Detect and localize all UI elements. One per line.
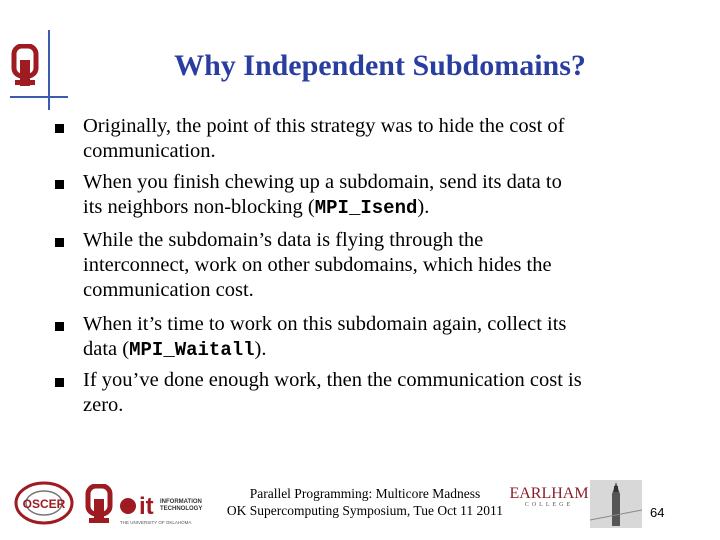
svg-text:TECHNOLOGY: TECHNOLOGY: [160, 506, 203, 512]
code-span: MPI_Waitall: [129, 339, 255, 361]
text-span: ).: [254, 338, 267, 360]
footer-event: OK Supercomputing Symposium, Tue Oct 11 2011: [226, 503, 504, 518]
bullet-marker: [55, 322, 64, 331]
svg-text:COLLEGE: COLLEGE: [524, 502, 574, 508]
title-vertical-rule: [48, 30, 50, 110]
oscer-logo: [14, 480, 74, 526]
tower-photo: [590, 480, 642, 528]
text-span: When you finish chewing up a subdomain, send its data to: [83, 171, 562, 193]
text-span: While the subdomain’s data is flying through the: [83, 229, 484, 251]
text-span: its neighbors non-blocking (: [83, 196, 315, 218]
text-span: When it’s time to work on this subdomain again, collect its: [83, 313, 567, 335]
svg-text:it: it: [139, 493, 154, 520]
text-span: interconnect, work on other subdomains, which hides the: [83, 254, 552, 276]
bullet-text-line: [83, 139, 683, 164]
bullet-text-line: [83, 195, 683, 221]
title-horizontal-rule: [10, 96, 68, 98]
text-span: Originally, the point of this strategy was to hide the cost of: [83, 115, 565, 137]
ou-logo: [10, 44, 40, 86]
svg-text:THE UNIVERSITY OF OKLAHOMA: THE UNIVERSITY OF OKLAHOMA: [120, 520, 192, 525]
bullet-marker: [55, 238, 64, 247]
page-number: 64: [650, 505, 665, 520]
bullet-text-line: [83, 170, 683, 195]
text-span: If you’ve done enough work, then the communication cost is: [83, 369, 582, 391]
text-span: data (: [83, 338, 130, 360]
bullet-text-line: [83, 228, 683, 253]
footer-course-title: Parallel Programming: Multicore Madness: [249, 486, 481, 501]
bullet-text-line: [83, 337, 683, 363]
bullet-marker: [55, 180, 64, 189]
slide-title: Why Independent Subdomains?: [174, 49, 586, 82]
text-span: communication.: [83, 140, 216, 162]
ou-logo-footer: [84, 484, 114, 524]
text-span: zero.: [83, 394, 124, 416]
bullet-text-line: [83, 368, 683, 393]
bullet-text-line: [83, 253, 683, 278]
bullet-marker: [55, 124, 64, 133]
svg-text:EARLHAM: EARLHAM: [509, 485, 589, 502]
text-span: ).: [417, 196, 430, 218]
svg-text:OSCER: OSCER: [22, 497, 66, 511]
svg-text:INFORMATION: INFORMATION: [160, 499, 202, 505]
bullet-text-line: [83, 393, 683, 418]
bullet-text-line: [83, 312, 683, 337]
code-span: MPI_Isend: [314, 197, 418, 219]
bullet-text-line: [83, 114, 683, 139]
bullet-marker: [55, 378, 64, 387]
text-span: communication cost.: [83, 279, 254, 301]
bullet-text-line: [83, 278, 683, 303]
